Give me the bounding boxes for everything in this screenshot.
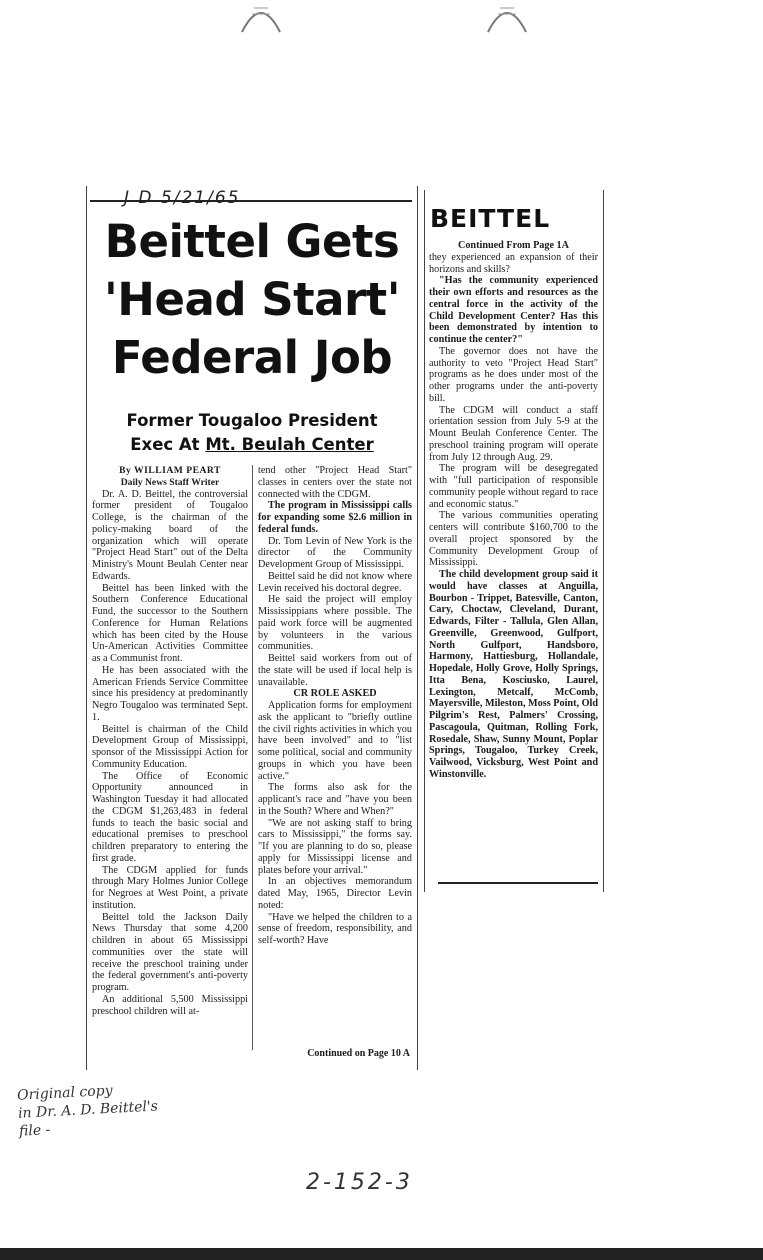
paragraph: Dr. Tom Levin of New York is the director of the Community Development Group of Mississippi.: [258, 535, 412, 570]
paragraph: The program will be desegregated with "full participation of responsible community people without regard to race and economic status.": [429, 463, 598, 510]
paragraph: The various communities operating centers will contribute $160,700 to the overall project sponsored by the Community Development Group of Mississippi.: [429, 510, 598, 569]
subheadline-line-2: Exec At Mt. Beulah Center: [130, 435, 374, 454]
page-code: 2-152-3: [306, 1170, 413, 1195]
paragraph: The CDGM will conduct a staff orientation session from July 5-9 at the Mount Beulah Conference Center. The preschool training program will operate from July 12 through Aug. 29.: [429, 404, 598, 463]
handwritten-note: Original copy in Dr. A. D. Beittel's file -: [16, 1082, 159, 1140]
article-column-1: By WILLIAM PEART Daily News Staff Writer Dr. A. D. Beittel, the controversial former president of Tougaloo College, is the chairman of the policy-making board of the organization which will operate "Project Head Start" out of the Delta Ministry's Mount Beulah Center near Edwards. Beittel has been linked with the Southern Conference Educational Fund, the successor to the Southern Conference for Human Relations which has been cited by the House Un-American Activities Committee as a Communist front. He has been associated with the American Friends Service Committee since his presidency at predominantly Negro Tougaloo was terminated Sept. 1. Beittel is chairman of the Child Development Group of Mississippi, sponsor of the Mississippi Action for Community Education. The Office of Economic Opportunity announced in Washington Tuesday it had allocated the CDGM $1,263,483 in federal funds to teach the basic social and educational premises to preschool children preparatory to entering the first grade. The CDGM applied for funds through Mary Holmes Junior College for Negroes at West Point, a private institution. Beittel told the Jackson Daily News Thursday that some 4,200 children in about 65 Mississippi communities over the state will receive the preschool training under the federal government's anti-poverty program. An additional 5,500 Mississippi preschool children will at-: [92, 465, 248, 1017]
paragraph: tend other "Project Head Start" classes in centers over the state not connected with the CDGM.: [258, 465, 412, 500]
scan-edge: [0, 1248, 763, 1260]
paragraph: Beittel told the Jackson Daily News Thursday that some 4,200 children in about 65 Mississippi communities over the state will receive the preschool training under the federal government's anti-poverty program.: [92, 911, 248, 993]
paragraph: The CDGM applied for funds through Mary Holmes Junior College for Negroes at West Point, a private institution.: [92, 864, 248, 911]
headline-line-3: Federal Job: [111, 331, 393, 384]
paragraph: In an objectives memorandum dated May, 1965, Director Levin noted:: [258, 876, 412, 911]
headline-line-2: 'Head Start': [104, 273, 400, 326]
main-clipping: [86, 186, 418, 1070]
paragraph: Beittel said he did not know where Levin received his doctoral degree.: [258, 570, 412, 594]
punch-mark-icon: [484, 0, 530, 34]
paragraph: The Office of Economic Opportunity announced in Washington Tuesday it had allocated the CDGM $1,263,483 in federal funds to teach the basic social and educational premises to preschool children preparatory to entering the first grade.: [92, 770, 248, 864]
punch-mark-icon: [238, 0, 284, 34]
headline-line-1: Beittel Gets: [104, 215, 400, 268]
paragraph: "Has the community experienced their own efforts and resources as the central force in the activity of the Child Development Center? Has this been demonstrated by intention to continue the center?": [429, 275, 598, 345]
continuation-heading: BEITTEL: [430, 204, 551, 233]
paragraph: Dr. A. D. Beittel, the controversial former president of Tougaloo College, is the chairman of the policy-making board of the organization which will operate "Project Head Start" out of the Delta Ministry's Mount Beulah Center near Edwards.: [92, 488, 248, 582]
subheadline-line-1: Former Tougaloo President: [126, 411, 378, 430]
paragraph: The program in Mississippi calls for expanding some $2.6 million in federal funds.: [258, 500, 412, 535]
paragraph: An additional 5,500 Mississippi preschool children will at-: [92, 993, 248, 1017]
paragraph: The forms also ask for the applicant's race and "have you been in the South? Where and When?": [258, 782, 412, 817]
article-column-2: [258, 465, 412, 1047]
clipping-date: J D 5/21/65: [124, 188, 241, 208]
paragraph: He has been associated with the American Friends Service Committee since his presidency at predominantly Negro Tougaloo was terminated Sept. 1.: [92, 664, 248, 723]
continuation-clipping: [424, 190, 604, 892]
paragraph: Application forms for employment ask the applicant to "briefly outline the civil rights activities in which you have been involved" and to "list some political, social and community groups in which you have been active.": [258, 700, 412, 782]
paragraph: He said the project will employ Mississippians where possible. The paid work force will be augmented by volunteers in the various communities.: [258, 594, 412, 653]
paragraph: "Have we helped the children to a sense of freedom, responsibility, and self-worth? Have: [258, 911, 412, 946]
paragraph: "We are not asking staff to bring cars to Mississippi," the forms say. "If you are planning to do so, please apply for Mississippi license and plates before your arrival.": [258, 817, 412, 876]
paragraph: Beittel said workers from out of the state will be used if local help is unavailable.: [258, 653, 412, 688]
paragraph: The governor does not have the authority to veto "Project Head Start" programs as he does under most of the other programs under the anti-poverty bill.: [429, 345, 598, 404]
paragraph: Beittel has been linked with the Southern Conference Educational Fund, the successor to the Southern Conference for Human Relations which has been cited by the House Un-American Activities Committee as a Communist front.: [92, 582, 248, 664]
section-subheading: CR ROLE ASKED: [293, 688, 377, 700]
paragraph: The child development group said it would have classes at Anguilla, Bourbon - Trippet, Batesville, Canton, Cary, Choctaw, Cleveland, Durant, Edwards, Filter - Tallula, Glen Allan, Greenville, Greenwood, Gulfport, North Gulfport, Handsboro, Harmony, Hattiesburg, Hollandale, Hopedale, Holly Grove, Holly Springs, Itta Bena, Kosciusko, Laurel, Lexington, Metcalf, McComb, Mayersville, Mileston, Moss Point, Old Pilgrim's Rest, Palmers' Crossing, Pascagoula, Quitman, Rolling Fork, Rosedale, Shaw, Sunny Mount, Poplar Springs, Tougaloo, Turkey Creek, Vailwood, Vicksburg, West Point and Winstonville.: [429, 569, 598, 780]
continued-from-note: Continued From Page 1A: [457, 240, 570, 251]
continued-on-note: Continued on Page 10 A: [307, 1048, 410, 1059]
paragraph: Beittel is chairman of the Child Development Group of Mississippi, sponsor of the Mississippi Action for Community Education.: [92, 723, 248, 770]
paragraph: they experienced an expansion of their horizons and skills?: [429, 251, 598, 275]
continuation-column: [429, 240, 598, 876]
